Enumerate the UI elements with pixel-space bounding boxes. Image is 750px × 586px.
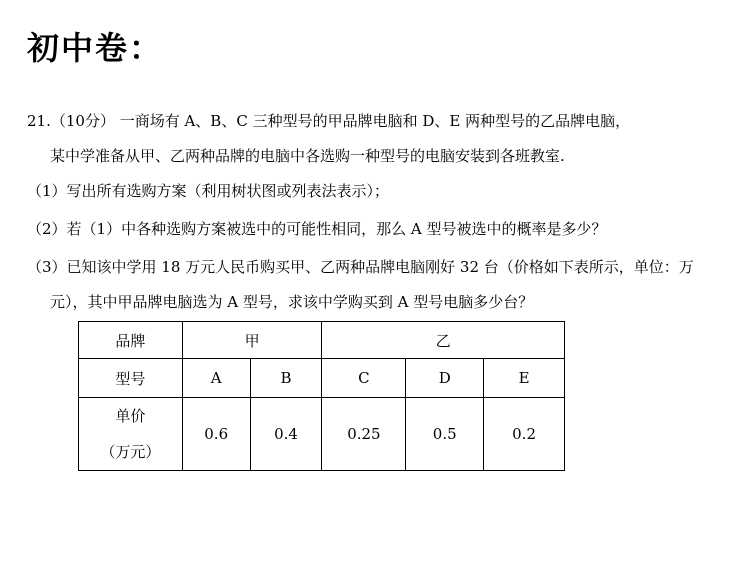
model-cell-c: C [322,359,406,398]
price-table [78,321,565,471]
question-1: （1）写出所有选购方案（利用树状图或列表法表示）； [27,182,390,200]
brand-jia-cell: 甲 [182,322,322,359]
price-cell-a: 0.6 [182,398,250,471]
price-header-cell [79,398,183,471]
model-header-cell: 型号 [79,359,183,398]
price-header-unit: （万元） [100,443,161,461]
model-cell-d: D [406,359,484,398]
problem-intro-line-2: 某中学准备从甲、乙两种品牌的电脑中各选购一种型号的电脑安装到各班教室. [50,147,565,165]
price-cell-d: 0.5 [406,398,484,471]
brand-header-cell: 品牌 [79,322,183,359]
model-cell-e: E [484,359,565,398]
table-row-brand [79,322,565,359]
model-cell-a: A [182,359,250,398]
price-cell-c: 0.25 [322,398,406,471]
question-3-line-1: （3）已知该中学用 18 万元人民币购买甲、乙两种品牌电脑刚好 32 台（价格如下表所示，单位：万 [27,258,694,276]
table-row-model [79,359,565,398]
question-2: （2）若（1）中各种选购方案被选中的可能性相同，那么 A 型号被选中的概率是多少？ [27,220,607,238]
problem-intro-line-1: 21.（10分） 一商场有 A、B、C 三种型号的甲品牌电脑和 D、E 两种型号的乙品牌电脑， [27,112,631,130]
price-cell-e: 0.2 [484,398,565,471]
brand-yi-cell: 乙 [322,322,565,359]
price-cell-b: 0.4 [250,398,322,471]
question-3-line-2: 元），其中甲品牌电脑选为 A 型号，求该中学购买到 A 型号电脑多少台？ [50,293,534,311]
table-row-price [79,398,565,471]
price-header-label: 单价 [115,407,146,425]
model-cell-b: B [250,359,322,398]
section-heading: 初中卷： [27,29,164,67]
